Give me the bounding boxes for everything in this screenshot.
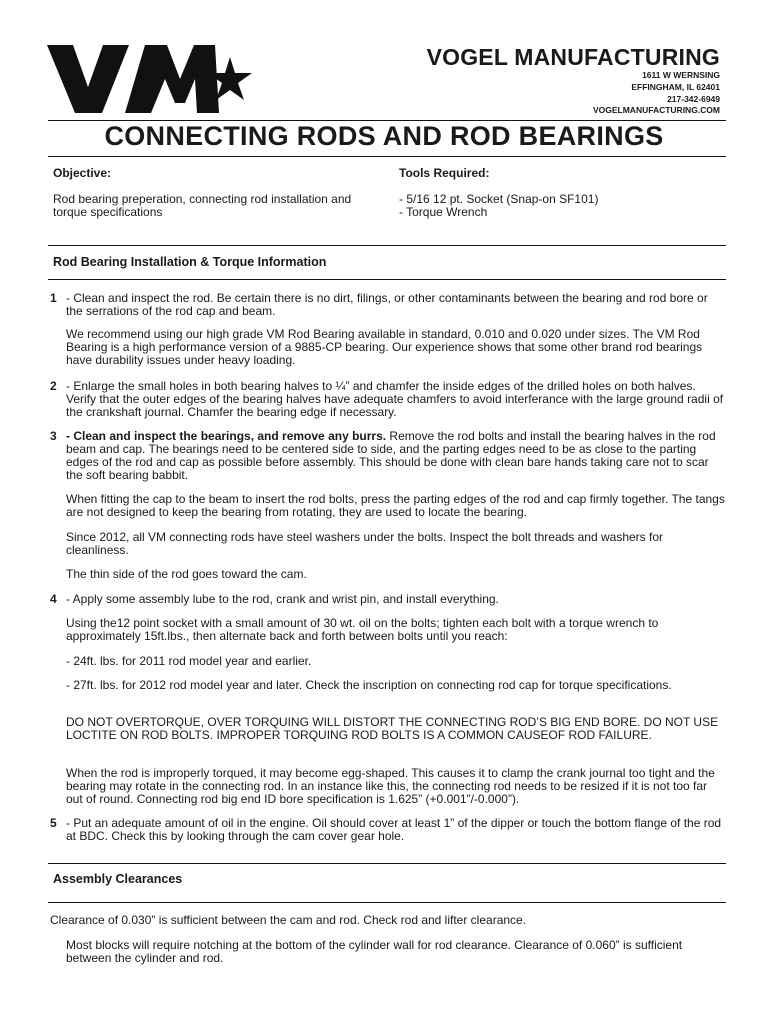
step-5 <box>50 817 726 843</box>
step-3-note: The thin side of the rod goes toward the cam. <box>66 567 307 581</box>
title-rule <box>48 156 726 157</box>
address-city: EFFINGHAM, IL 62401 <box>631 81 720 92</box>
clearance-note: Most blocks will require notching at the bottom of the cylinder wall for rod clearance. Clearance of 0.060” is sufficient between the cylinder and rod. <box>66 938 683 965</box>
step-4 <box>50 593 726 606</box>
step-2 <box>50 380 726 419</box>
step-text: - Enlarge the small holes in both bearing halves to ¼” and chamfer the inside edges of the drilled holes on both halves. Verify that the outer edges of the bearing halves have adequate chamfers to avoid interferance with the large ground radii of the crankshaft journal. Chamfer the bearing edge if necessary. <box>66 379 724 419</box>
torque-spec-2012: - 27ft. lbs. for 2012 rod model year and later. Check the inscription on connecting rod cap for torque specifications. <box>66 678 672 692</box>
step-text: Remove the rod bolts and install the bearing halves in the rod beam and cap. The bearings need to be centered side to side, and the parting edges need to be as close to the parting edges of the rod and cap as possible before assembly. This should be done with clean bare hands taking care not to scar the soft bearing babbit. <box>66 429 716 482</box>
step-3 <box>50 430 726 482</box>
section-heading-clearances: Assembly Clearances <box>53 872 183 886</box>
vm-logo-mark <box>47 43 257 115</box>
step-4-note: When the rod is improperly torqued, it may become egg-shaped. This causes it to clamp the crank journal too tight and the bearing may rotate in the connecting rod. In an instance like this, the connecting rod needs to be resized if it is not too far out of round. Connecting rod big end ID bore specification is 1.625” (+0.001”/-0.000”). <box>66 766 715 806</box>
page-title: CONNECTING RODS AND ROD BEARINGS <box>104 121 664 151</box>
tool-item: - Torque Wrench <box>399 205 488 219</box>
address-street: 1611 W WERNSING <box>642 70 720 80</box>
step-1 <box>50 292 726 318</box>
step-text: - Clean and inspect the rod. Be certain there is no dirt, filings, or other contaminants between the bearing and rod bore or the serrations of the rod cap and beam. <box>66 291 708 318</box>
vm-logo <box>47 43 257 120</box>
company-phone: 217-342-6949 <box>667 93 720 104</box>
section-rule <box>48 279 726 280</box>
company-name: VOGEL MANUFACTURING <box>426 44 720 70</box>
step-1-note: We recommend using our high grade VM Rod Bearing available in standard, 0.010 and 0.020 under sizes. The VM Rod Bearing is a high performance version of a 9885-CP bearing. Our experience shows that some other brand rod bearings have durability issues under heavy loading. <box>66 327 703 367</box>
page-header <box>0 0 768 120</box>
company-address <box>593 70 720 117</box>
step-emphasis: - Clean and inspect the bearings, and remove any burrs. <box>66 429 387 443</box>
company-website: VOGELMANUFACTURING.COM <box>592 105 720 116</box>
step-number: 2 <box>50 379 57 393</box>
torque-spec-2011: - 24ft. lbs. for 2011 rod model year and earlier. <box>66 654 312 668</box>
section-rule <box>48 863 726 864</box>
section-heading-installation: Rod Bearing Installation & Torque Information <box>53 255 327 269</box>
section-rule <box>48 902 726 903</box>
step-text: - Apply some assembly lube to the rod, crank and wrist pin, and install everything. <box>66 592 499 606</box>
objective-heading: Objective: <box>53 166 112 180</box>
step-text: - Put an adequate amount of oil in the engine. Oil should cover at least 1” of the dipper or touch the bottom flange of the rod at BDC. Check this by looking through the cam cover gear hole. <box>66 816 722 843</box>
step-4-note: Using the12 point socket with a small amount of 30 wt. oil on the bolts; tighten each bolt with a torque wrench to approximately 15ft.lbs., then alternate back and forth between bolts until you reach: <box>66 616 659 643</box>
step-3-note: When fitting the cap to the beam to insert the rod bolts, press the parting edges of the rod and cap firmly together. The tangs are not designed to keep the bearing from rotating, they are used to locate the bearing. <box>66 492 725 519</box>
tools-list <box>399 193 719 219</box>
objective-text: Rod bearing preperation, connecting rod installation and torque specifications <box>53 192 352 219</box>
tool-item: - 5/16 12 pt. Socket (Snap-on SF101) <box>399 192 599 206</box>
step-number: 3 <box>50 429 57 443</box>
torque-warning: DO NOT OVERTORQUE, OVER TORQUING WILL DISTORT THE CONNECTING ROD’S BIG END BORE. DO NOT USE LOCTITE ON ROD BOLTS. IMPROPER TORQUING ROD BOLTS IS A COMMON CAUSEOF ROD FAILURE. <box>66 715 719 742</box>
step-number: 1 <box>50 291 57 305</box>
clearance-note: Clearance of 0.030” is sufficient between the cam and rod. Check rod and lifter clearance. <box>50 913 527 927</box>
step-number: 5 <box>50 816 57 830</box>
section-rule <box>48 245 726 246</box>
tools-heading: Tools Required: <box>399 166 490 180</box>
step-3-note: Since 2012, all VM connecting rods have steel washers under the bolts. Inspect the bolt threads and washers for cleanliness. <box>66 530 664 557</box>
step-number: 4 <box>50 592 57 606</box>
